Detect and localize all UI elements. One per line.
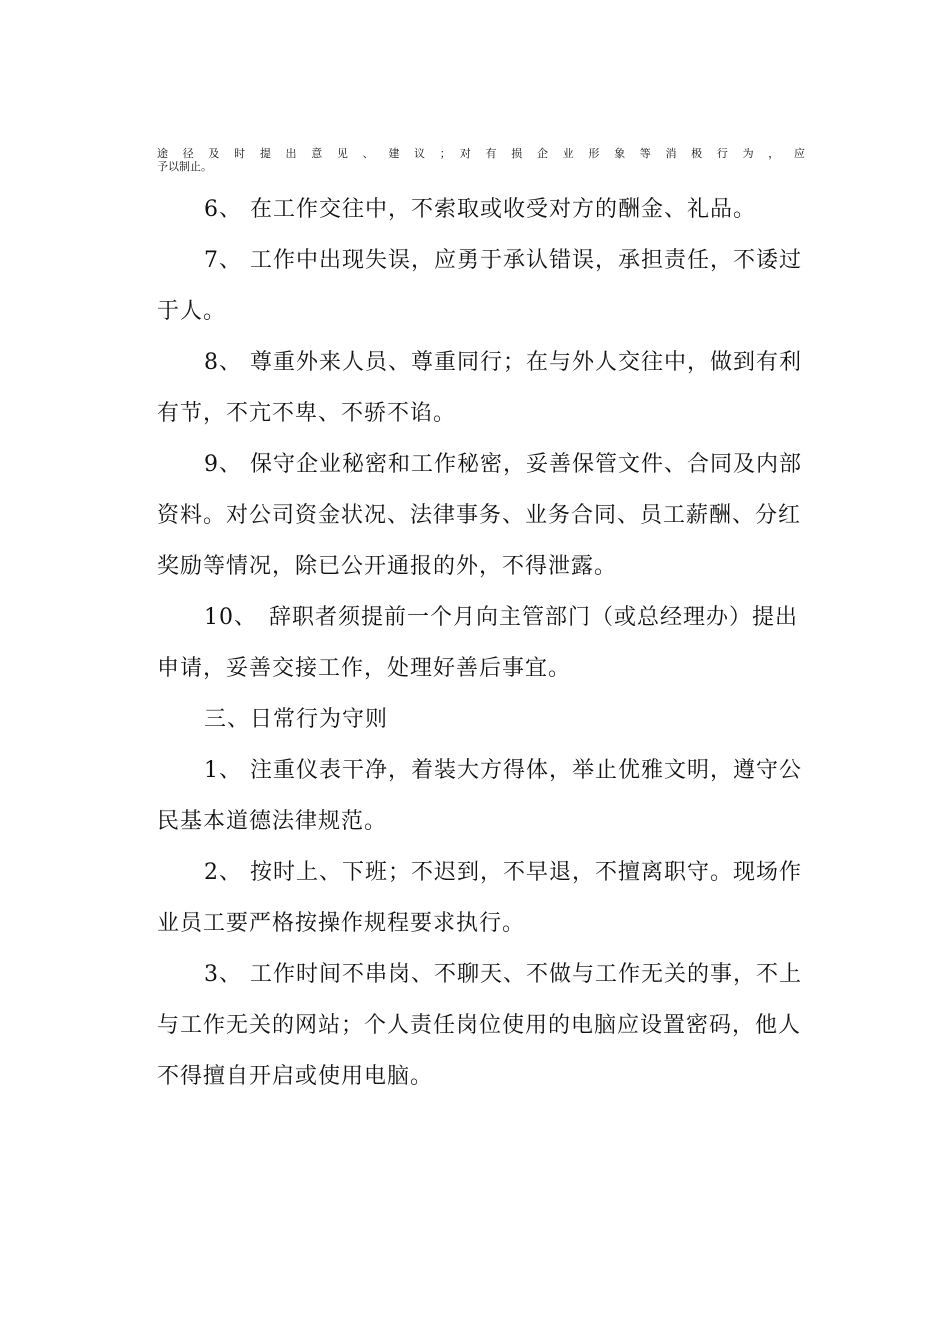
fragment-line-2: 予以制止。 [157, 160, 212, 173]
rule-item-8: 8、 尊重外来人员、尊重同行；在与外人交往中，做到有利有节，不亢不卑、不骄不谄。 [157, 350, 802, 426]
continued-fragment [157, 147, 805, 173]
fragment-line-1: 途 径 及 时 提 出 意 见 、 建 议 ； 对 有 损 企 业 形 象 等 消 极 行 为 ， 应 [157, 147, 805, 160]
daily-rule-item-2: 2、 按时上、下班；不迟到，不早退，不擅离职守。现场作业员工要严格按操作规程要求执行。 [157, 860, 802, 936]
rule-item-9: 9、 保守企业秘密和工作秘密，妥善保管文件、合同及内部资料。对公司资金状况、法律事务、业务合同、员工薪酬、分红奖励等情况，除已公开通报的外，不得泄露。 [157, 452, 802, 579]
daily-rule-item-3: 3、 工作时间不串岗、不聊天、不做与工作无关的事，不上与工作无关的网站；个人责任岗位使用的电脑应设置密码，他人不得擅自开启或使用电脑。 [157, 962, 802, 1089]
daily-rule-item-1: 1、 注重仪表干净，着装大方得体，举止优雅文明，遵守公民基本道德法律规范。 [157, 758, 802, 834]
rule-item-7: 7、 工作中出现失误，应勇于承认错误，承担责任，不诿过于人。 [157, 248, 802, 324]
section-heading-daily-conduct: 三、日常行为守则 [204, 707, 389, 732]
rule-item-10: 10、 辞职者须提前一个月向主管部门（或总经理办）提出申请，妥善交接工作，处理好善后事宜。 [157, 605, 798, 681]
rule-item-6: 6、 在工作交往中，不索取或收受对方的酬金、礼品。 [204, 197, 756, 222]
